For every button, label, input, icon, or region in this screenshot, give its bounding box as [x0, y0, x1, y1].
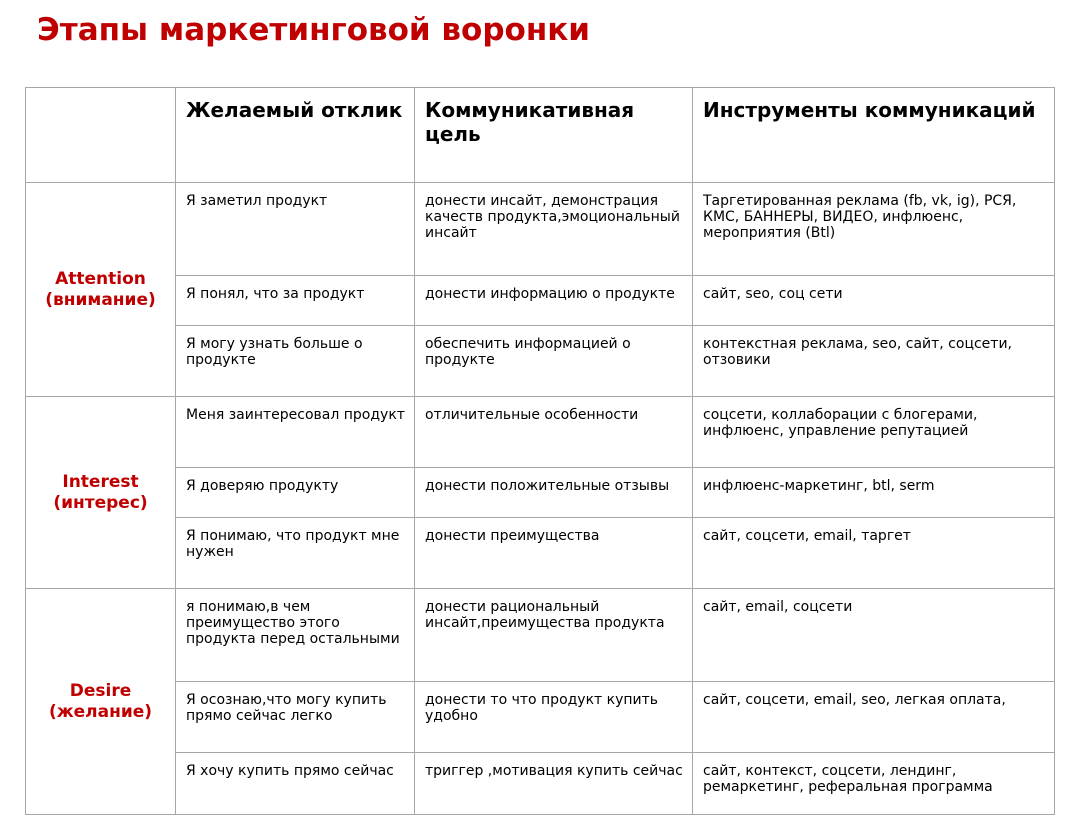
table-row: [26, 753, 1055, 815]
goal-cell: донести рациональный инсайт,преимущества продукта: [415, 589, 693, 682]
goal-cell: донести преимущества: [415, 518, 693, 589]
goal-cell: донести то что продукт купить удобно: [415, 682, 693, 753]
response-cell: Меня заинтересовал продукт: [176, 397, 415, 468]
goal-cell: обеспечить информацией о продукте: [415, 326, 693, 397]
response-cell: Я понял, что за продукт: [176, 276, 415, 326]
response-cell: Я заметил продукт: [176, 183, 415, 276]
header-cell-empty: [26, 88, 176, 183]
table-row: [26, 589, 1055, 682]
stage-attention: [26, 183, 176, 397]
tools-cell: Таргетированная реклама (fb, vk, ig), РСЯ, КМС, БАННЕРЫ, ВИДЕО, инфлюенс, мероприятия (Btl): [693, 183, 1055, 276]
response-cell: Я хочу купить прямо сейчас: [176, 753, 415, 815]
funnel-table: [25, 87, 1055, 815]
stage-name: Attention: [55, 268, 146, 289]
response-cell: я понимаю,в чем преимущество этого продукта перед остальными: [176, 589, 415, 682]
tools-cell: сайт, соцсети, email, seo, легкая оплата,: [693, 682, 1055, 753]
stage-name-ru: (интерес): [53, 492, 148, 513]
table-row: [26, 397, 1055, 468]
stage-desire: [26, 589, 176, 815]
header-communication-tools: Инструменты коммуникаций: [693, 88, 1055, 183]
table-row: [26, 468, 1055, 518]
header-desired-response: Желаемый отклик: [176, 88, 415, 183]
tools-cell: сайт, email, соцсети: [693, 589, 1055, 682]
response-cell: Я доверяю продукту: [176, 468, 415, 518]
stage-interest: [26, 397, 176, 589]
response-cell: Я понимаю, что продукт мне нужен: [176, 518, 415, 589]
goal-cell: донести положительные отзывы: [415, 468, 693, 518]
stage-name-ru: (внимание): [45, 289, 156, 310]
tools-cell: сайт, соцсети, email, таргет: [693, 518, 1055, 589]
table-row: [26, 183, 1055, 276]
header-communication-goal: Коммуникативная цель: [415, 88, 693, 183]
table-row: [26, 682, 1055, 753]
tools-cell: сайт, seo, соц сети: [693, 276, 1055, 326]
stage-name-ru: (желание): [48, 701, 153, 722]
goal-cell: донести инсайт, демонстрация качеств продукта,эмоциональный инсайт: [415, 183, 693, 276]
stage-name: Desire: [69, 680, 132, 701]
header-row: [26, 88, 1055, 183]
tools-cell: сайт, контекст, соцсети, лендинг, ремаркетинг, реферальная программа: [693, 753, 1055, 815]
goal-cell: донести информацию о продукте: [415, 276, 693, 326]
page-title: Этапы маркетинговой воронки: [37, 12, 591, 48]
table-row: [26, 518, 1055, 589]
stage-name: Interest: [62, 471, 139, 492]
goal-cell: триггер ,мотивация купить сейчас: [415, 753, 693, 815]
response-cell: Я осознаю,что могу купить прямо сейчас легко: [176, 682, 415, 753]
table-row: [26, 276, 1055, 326]
goal-cell: отличительные особенности: [415, 397, 693, 468]
response-cell: Я могу узнать больше о продукте: [176, 326, 415, 397]
tools-cell: соцсети, коллаборации с блогерами, инфлюенс, управление репутацией: [693, 397, 1055, 468]
tools-cell: инфлюенс-маркетинг, btl, serm: [693, 468, 1055, 518]
table-row: [26, 326, 1055, 397]
tools-cell: контекстная реклама, seo, сайт, соцсети, отзовики: [693, 326, 1055, 397]
